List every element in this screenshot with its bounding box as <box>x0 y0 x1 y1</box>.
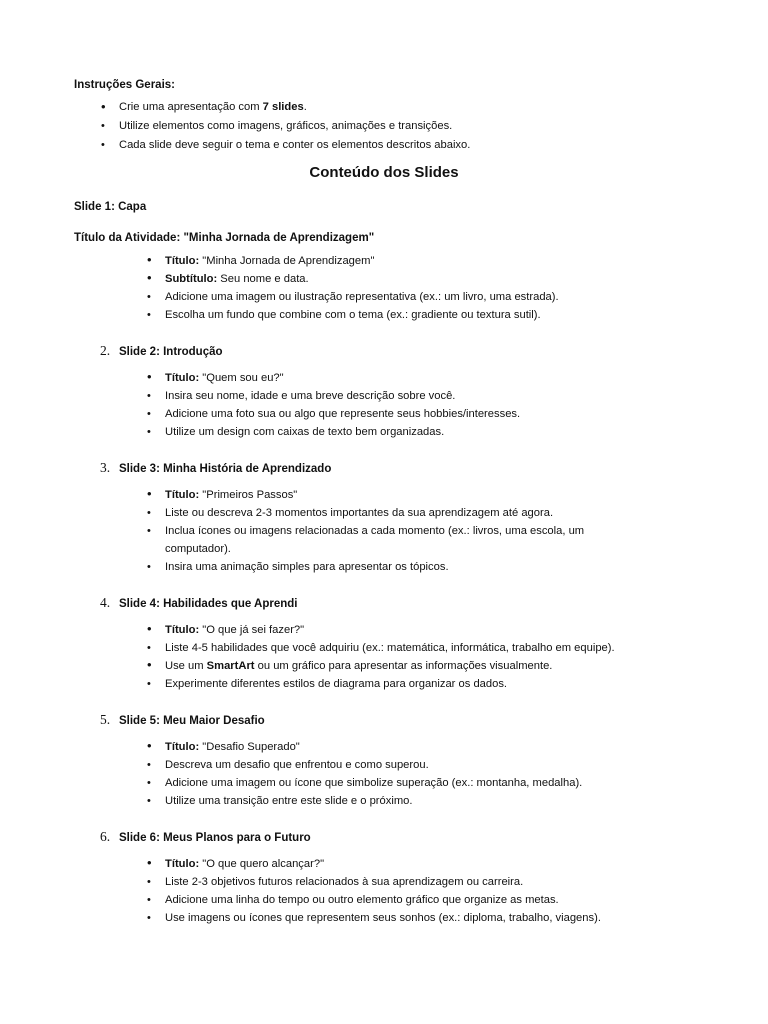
slide6-heading: 6. Slide 6: Meus Planos para o Futuro <box>100 829 311 844</box>
list-item: • Descreva um desafio que enfrentou e como superou. <box>165 756 582 774</box>
list-item: • Título: "Desafio Superado" <box>147 738 300 753</box>
bullet-icon: • <box>147 507 151 519</box>
bullet-icon: • <box>147 426 151 438</box>
activity-title: Título da Atividade: "Minha Jornada de Aprendizagem" <box>74 232 375 244</box>
bullet-icon: • <box>147 408 151 420</box>
bullet-icon: • <box>147 759 151 771</box>
list-item: • Título: "Primeiros Passos" <box>147 486 298 501</box>
slide2-heading: 2. Slide 2: Introdução <box>100 343 223 358</box>
list-item: • Subtítulo: Seu nome e data. <box>147 270 309 285</box>
list-item: • Utilize uma transição entre este slide e o próximo. <box>165 792 582 810</box>
list-item: • Adicione uma linha do tempo ou outro elemento gráfico que organize as metas. <box>165 891 601 909</box>
list-item: • Utilize elementos como imagens, gráficos, animações e transições. <box>119 117 470 136</box>
slide1-list <box>147 252 559 324</box>
list-item: • Liste 4-5 habilidades que você adquiriu (ex.: matemática, informática, trabalho em equipe). <box>165 639 615 657</box>
list-item: • Experimente diferentes estilos de diagrama para organizar os dados. <box>165 675 615 693</box>
slide4-list <box>147 621 615 693</box>
bullet-icon: • <box>147 561 151 573</box>
list-item: • Adicione uma foto sua ou algo que represente seus hobbies/interesses. <box>165 405 520 423</box>
list-item: • Use imagens ou ícones que representem seus sonhos (ex.: diploma, trabalho, viagens). <box>165 909 601 927</box>
list-item: • Insira uma animação simples para apresentar os tópicos. <box>165 558 584 576</box>
list-item: • Liste 2-3 objetivos futuros relacionados à sua aprendizagem ou carreira. <box>165 873 601 891</box>
bullet-icon: • <box>101 99 106 114</box>
bullet-icon: • <box>147 291 151 303</box>
bullet-icon: • <box>147 486 152 501</box>
slide5-list <box>147 738 583 810</box>
slide2-list <box>147 369 521 441</box>
bullet-icon: • <box>147 876 151 888</box>
slide6-list <box>147 855 601 927</box>
list-item: • Liste ou descreva 2-3 momentos importantes da sua aprendizagem até agora. <box>165 504 584 522</box>
bullet-icon: • <box>147 657 152 672</box>
bullet-icon: • <box>147 795 151 807</box>
bullet-icon: • <box>147 912 151 924</box>
list-item: • Escolha um fundo que combine com o tema (ex.: gradiente ou textura sutil). <box>165 306 559 324</box>
list-item: • Adicione uma imagem ou ícone que simbolize superação (ex.: montanha, medalha). <box>165 774 582 792</box>
slide5-heading: 5. Slide 5: Meu Maior Desafio <box>100 712 265 727</box>
section-title: Conteúdo dos Slides <box>309 164 459 181</box>
list-item: • Título: "O que já sei fazer?" <box>147 621 305 636</box>
bullet-icon: • <box>147 678 151 690</box>
bullet-icon: • <box>147 894 151 906</box>
slide4-heading: 4. Slide 4: Habilidades que Aprendi <box>100 595 298 610</box>
bullet-icon: • <box>147 738 152 753</box>
list-item: • Título: "Minha Jornada de Aprendizagem" <box>147 252 375 267</box>
bullet-icon: • <box>147 369 152 384</box>
list-item: • Utilize um design com caixas de texto bem organizadas. <box>165 423 520 441</box>
bullet-icon: • <box>147 525 151 537</box>
list-item: • Cada slide deve seguir o tema e conter os elementos descritos abaixo. <box>119 136 470 155</box>
bullet-icon: • <box>147 855 152 870</box>
bullet-icon: • <box>147 390 151 402</box>
bullet-icon: • <box>147 621 152 636</box>
bullet-icon: • <box>147 777 151 789</box>
list-item: • Use um SmartArt ou um gráfico para apresentar as informações visualmente. <box>147 657 553 672</box>
slide3-heading: 3. Slide 3: Minha História de Aprendizado <box>100 460 332 475</box>
slide1-heading: Slide 1: Capa <box>74 201 147 213</box>
list-item: • Adicione uma imagem ou ilustração representativa (ex.: um livro, uma estrada). <box>165 288 559 306</box>
bullet-icon: • <box>147 252 152 267</box>
general-instructions-heading: Instruções Gerais: <box>74 79 175 91</box>
list-item: • Título: "O que quero alcançar?" <box>147 855 325 870</box>
bullet-icon: • <box>147 270 152 285</box>
bullet-icon: • <box>147 309 151 321</box>
list-item-continuation: computador). <box>165 543 231 555</box>
list-item: • Insira seu nome, idade e uma breve descrição sobre você. <box>165 387 520 405</box>
bullet-icon: • <box>101 139 105 151</box>
general-instructions-list <box>101 98 471 155</box>
bullet-icon: • <box>147 642 151 654</box>
list-item: • Título: "Quem sou eu?" <box>147 369 284 384</box>
list-item: • Crie uma apresentação com 7 slides. <box>101 99 307 114</box>
bullet-icon: • <box>101 120 105 132</box>
list-item: • Inclua ícones ou imagens relacionadas a cada momento (ex.: livros, uma escola, um <box>165 522 584 540</box>
slide3-list <box>147 486 585 576</box>
